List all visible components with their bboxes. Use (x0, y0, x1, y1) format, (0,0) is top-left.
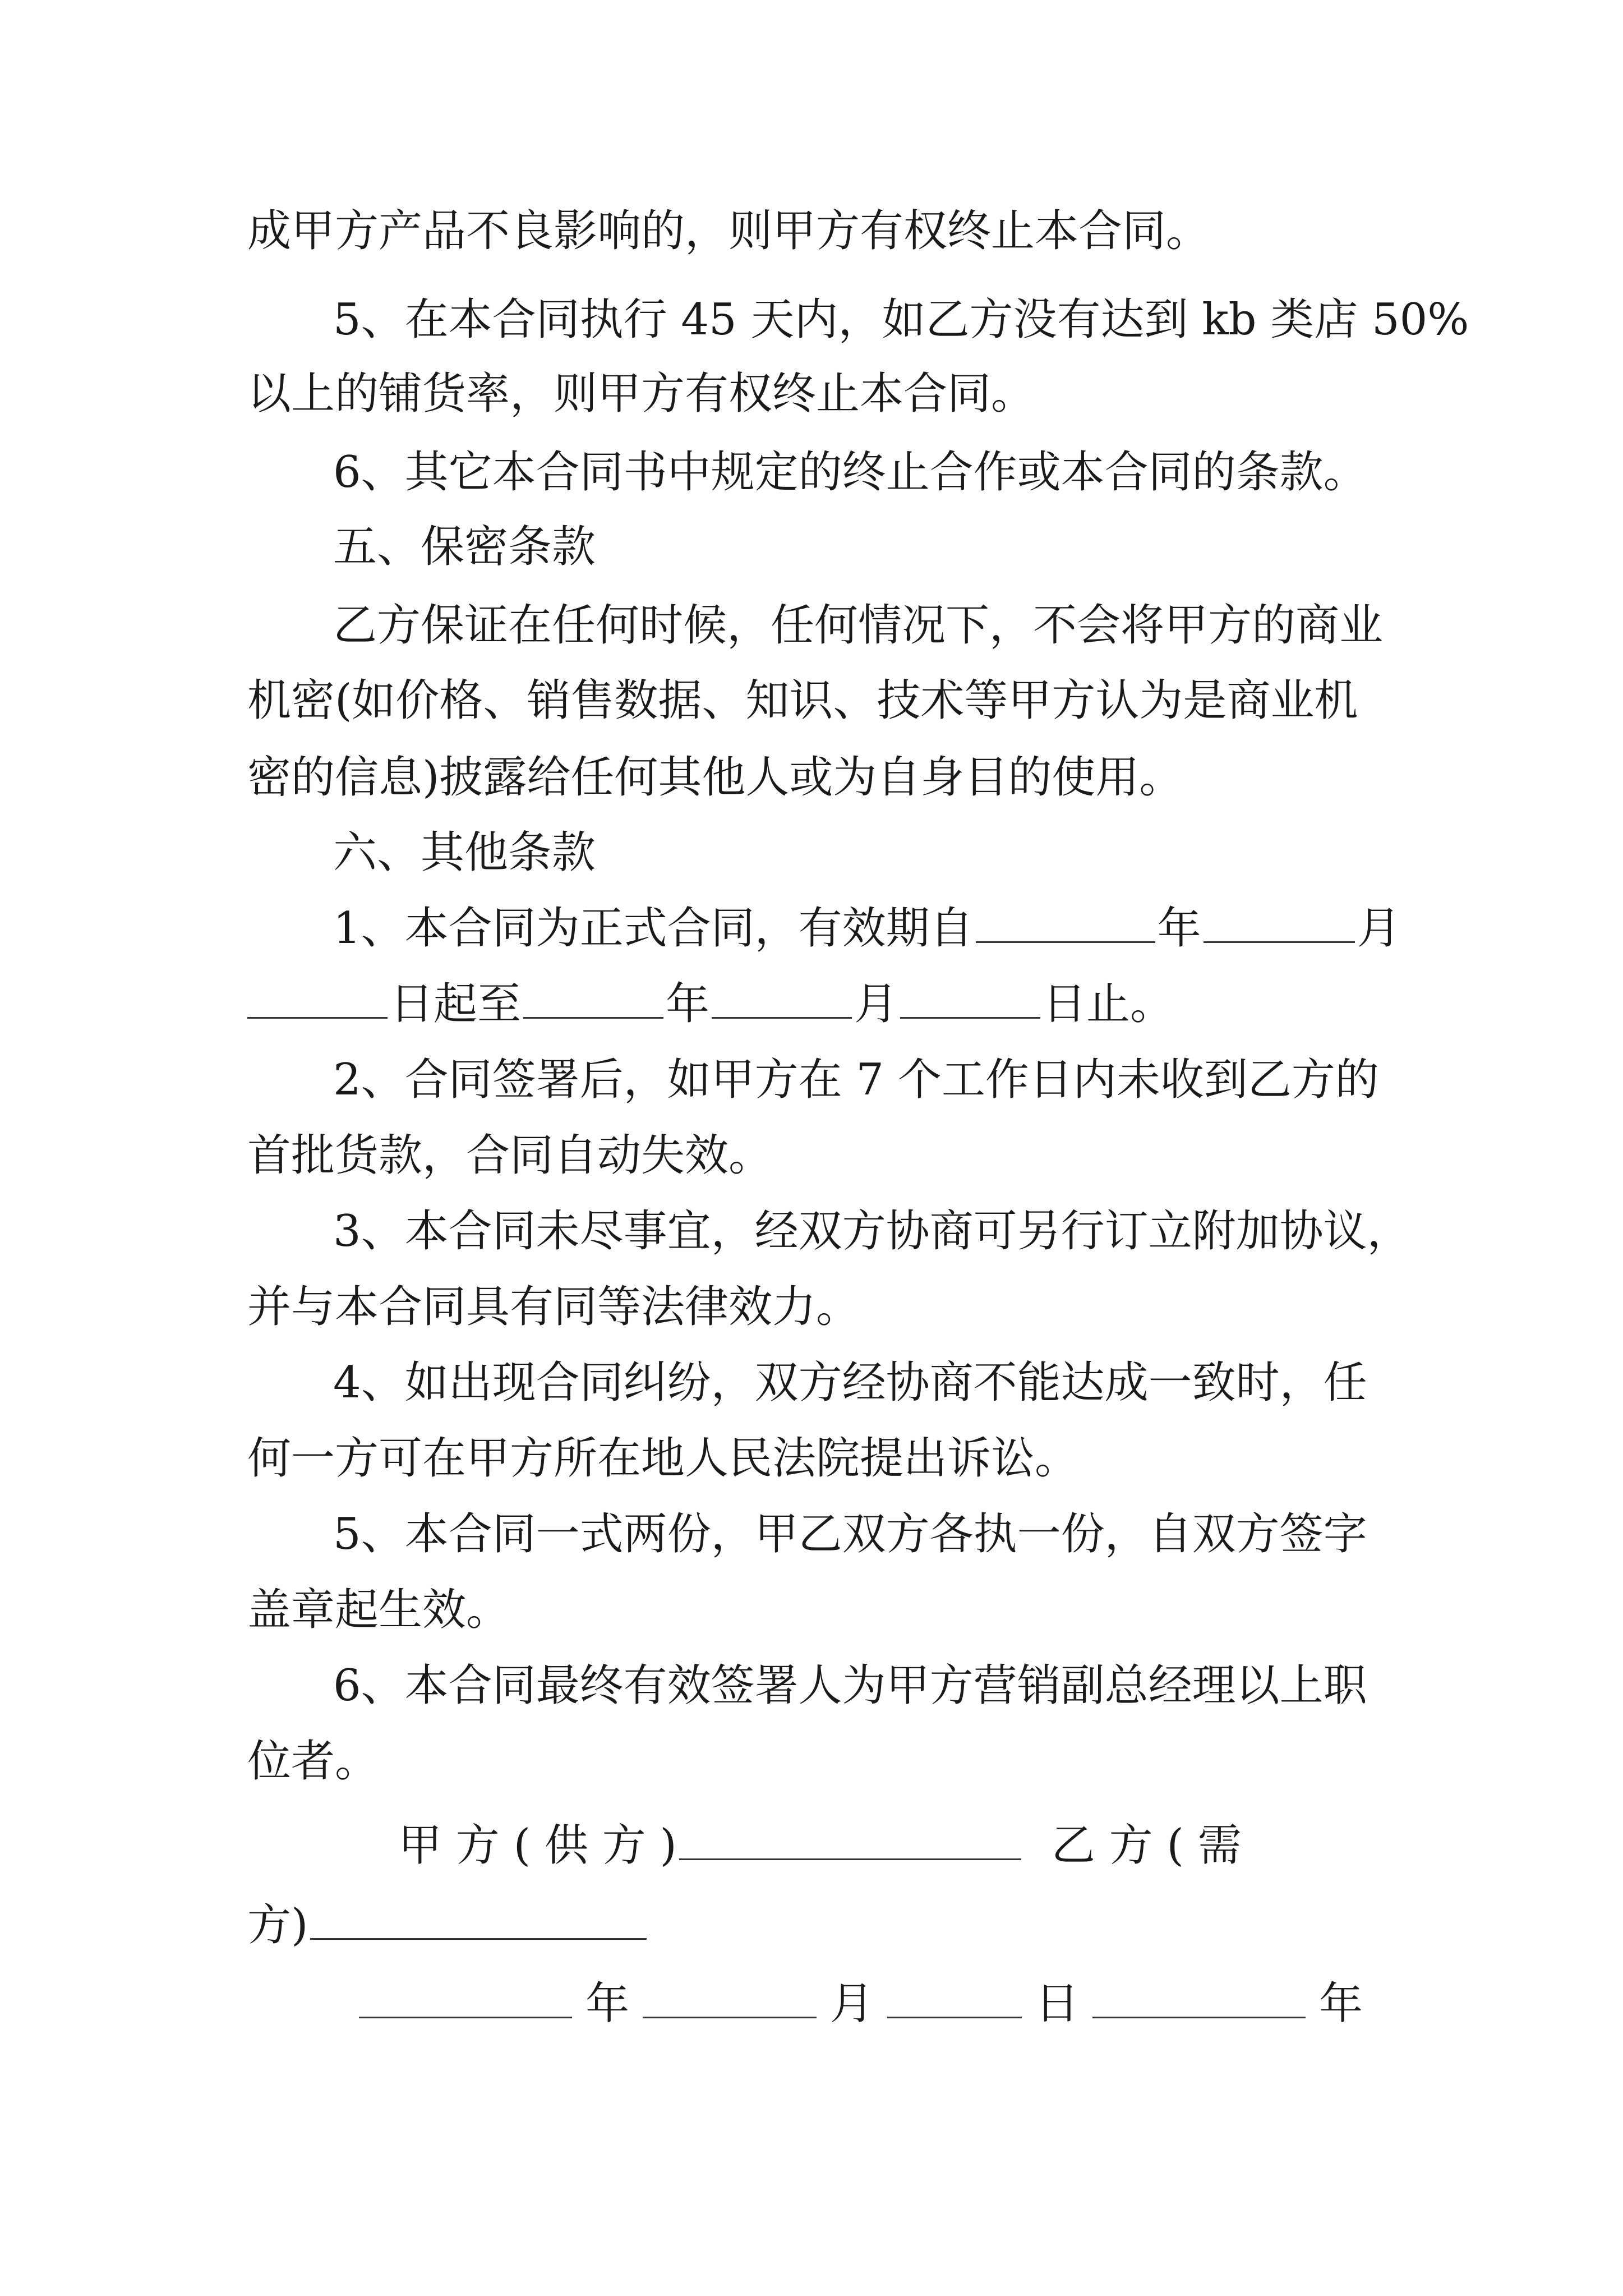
date-day-label: 日 (1035, 1978, 1080, 2029)
text-segment: 日止。 (1043, 979, 1174, 1029)
text-line: 2、合同签署后，如甲方在 7 个工作日内未收到乙方的 (333, 1055, 1379, 1105)
party-a-signature-field[interactable] (679, 1818, 1021, 1860)
text-line: 盖章起生效。 (247, 1585, 510, 1635)
text-segment: 1、本合同为正式合同，有效期自 (333, 903, 974, 954)
party-b-signature-field[interactable] (310, 1898, 647, 1940)
blank-field[interactable] (247, 977, 388, 1019)
text-line: 4、如出现合同纠纷，双方经协商不能达成一致时，任 (333, 1358, 1367, 1408)
blank-field[interactable] (900, 977, 1040, 1019)
text-line: 6、其它本合同书中规定的终止合作或本合同的条款。 (333, 447, 1367, 498)
text-line: 以上的铺货率，则甲方有权终止本合同。 (247, 369, 1035, 419)
text-line: 3、本合同未尽事宜，经双方协商可另行订立附加协议， (333, 1206, 1411, 1257)
date-month-field[interactable] (643, 1976, 817, 2018)
text-line: 密的信息)披露给任何其他人或为自身目的使用。 (247, 752, 1183, 803)
text-segment: 月 (854, 979, 898, 1029)
text-segment: 月 (1357, 903, 1401, 954)
date-month-label: 月 (830, 1978, 874, 2029)
text-line: 首批货款，合同自动失效。 (247, 1130, 773, 1181)
section-heading: 六、其他条款 (333, 827, 596, 878)
text-segment: 年 (1157, 903, 1201, 954)
text-segment: 年 (666, 979, 710, 1029)
blank-field[interactable] (712, 977, 852, 1019)
blank-field[interactable] (976, 901, 1155, 943)
text-line: 成甲方产品不良影响的，则甲方有权终止本合同。 (247, 206, 1210, 256)
date-line (359, 1976, 1363, 2032)
text-line: 乙方保证在任何时候，任何情况下，不会将甲方的商业 (333, 600, 1384, 651)
blank-field[interactable] (523, 977, 663, 1019)
validity-line (333, 900, 1401, 956)
party-a-label: 甲 方 ( 供 方 ) (398, 1820, 677, 1871)
text-segment: 日起至 (390, 979, 522, 1029)
date-year-field[interactable] (359, 1976, 572, 2018)
signature-line-2 (247, 1897, 649, 1953)
text-line: 并与本合同具有同等法律效力。 (247, 1282, 860, 1332)
section-heading: 五、保密条款 (333, 522, 596, 572)
text-line: 位者。 (247, 1736, 379, 1787)
text-line: 5、在本合同执行 45 天内，如乙方没有达到 kb 类店 50% (333, 295, 1469, 345)
blank-field[interactable] (1204, 901, 1355, 943)
party-b-label: 乙 方 ( 需 (1051, 1820, 1242, 1871)
text-line: 5、本合同一式两份，甲乙双方各执一份，自双方签字 (333, 1509, 1367, 1559)
date-year2-field[interactable] (1092, 1976, 1306, 2018)
party-b-label-end: 方) (247, 1900, 308, 1950)
signature-line (398, 1818, 1242, 1874)
date-day-field[interactable] (887, 1976, 1022, 2018)
text-line: 机密(如价格、销售数据、知识、技术等甲方认为是商业机 (247, 675, 1358, 726)
text-line: 何一方可在甲方所在地人民法院提出诉讼。 (247, 1433, 1079, 1484)
date-year2-label: 年 (1319, 1978, 1363, 2029)
date-year-label: 年 (585, 1978, 630, 2029)
validity-line-2 (247, 976, 1174, 1032)
text-line: 6、本合同最终有效签署人为甲方营销副总经理以上职 (333, 1660, 1367, 1711)
